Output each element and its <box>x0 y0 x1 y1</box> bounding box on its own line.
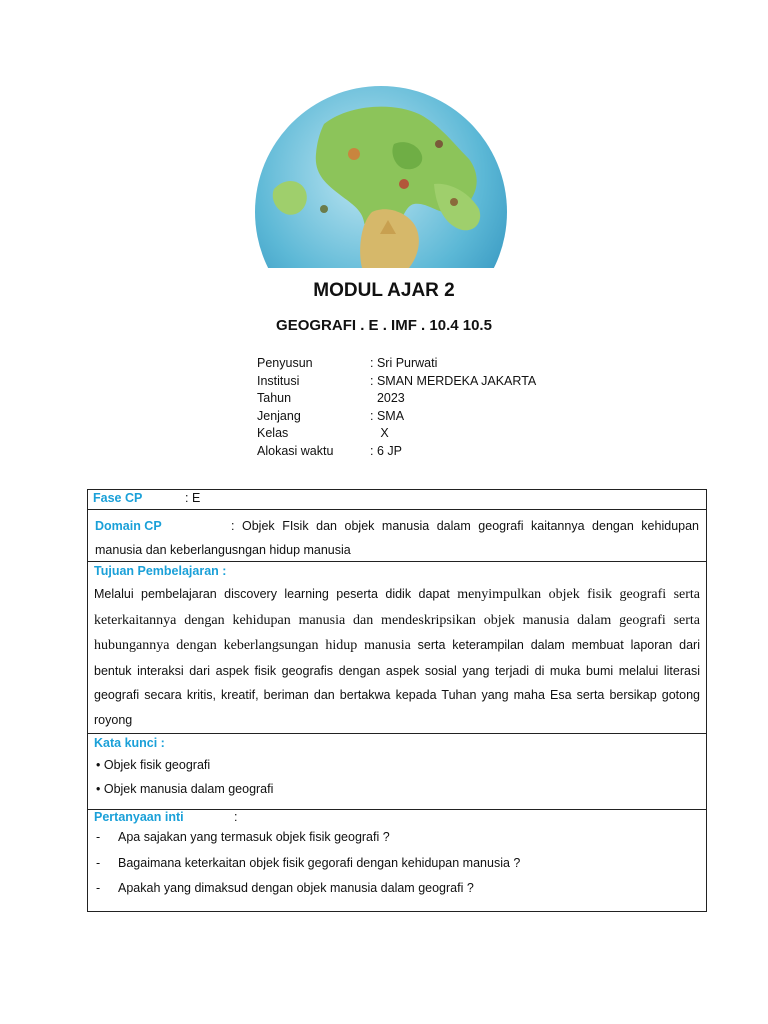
domain-cp-value: : Objek FIsik dan objek manusia dalam geografi kaitannya dengan kehidupan manusia dan keberlangusngan hidup manusia <box>95 519 699 557</box>
dash-bullet: - <box>96 855 101 870</box>
meta-row-jenjang <box>257 408 536 426</box>
meta-label: Jenjang <box>257 408 301 423</box>
domain-cp-row <box>88 510 706 562</box>
meta-row-penyusun <box>257 355 536 373</box>
question-text: Apakah yang dimaksud dengan objek manusia dalam geografi ? <box>118 881 474 895</box>
page-subtitle: GEOGRAFI . E . IMF . 10.4 10.5 <box>276 317 492 334</box>
list-item <box>94 851 700 877</box>
tujuan-text-part2: menyimpulkan objek fisik geografi serta keterkaitannya dengan kehidupan manusia dan mendeskripsikan objek manusia dalam geografi serta hubungannya dengan keberlangsungan hidup manusia <box>94 587 700 653</box>
fase-cp-label: Fase CP <box>93 491 143 505</box>
globe-illustration <box>254 84 508 268</box>
list-item <box>94 825 700 851</box>
page-title: MODUL AJAR 2 <box>313 280 455 301</box>
domain-cp-label: Domain CP <box>95 519 162 533</box>
meta-label: Institusi <box>257 373 300 388</box>
meta-label: Tahun <box>257 391 292 406</box>
question-text: Apa sajakan yang termasuk objek fisik geografi ? <box>118 830 390 844</box>
kata-kunci-row <box>88 734 706 810</box>
meta-list <box>257 355 536 461</box>
dash-bullet: - <box>96 830 101 844</box>
fase-cp-value: : E <box>185 491 201 505</box>
kata-kunci-label: Kata kunci : <box>94 736 165 750</box>
meta-value: : Sri Purwati <box>370 356 438 370</box>
meta-value: 2023 <box>370 391 405 406</box>
tujuan-row <box>88 562 706 734</box>
meta-row-alokasi <box>257 443 536 461</box>
pertanyaan-colon: : <box>234 810 238 824</box>
list-item: • Objek manusia dalam geografi <box>96 782 274 796</box>
meta-row-kelas <box>257 425 536 443</box>
tujuan-text <box>94 582 700 732</box>
pertanyaan-row <box>88 810 706 911</box>
meta-label: Alokasi waktu <box>257 443 334 458</box>
meta-value: X <box>370 426 389 441</box>
pertanyaan-label: Pertanyaan inti <box>94 810 184 824</box>
dash-bullet: - <box>96 881 101 895</box>
tujuan-text-part1: Melalui pembelajaran discovery learning peserta didik dapat <box>94 587 458 601</box>
tujuan-text-part3: serta keterampilan dalam membuat laporan dari bentuk interaksi dari aspek fisik geografis dengan aspek sosial yang terjadi di muka bumi melalui literasi geografi secara kritis, kreatif, beriman dan bertakwa kepada Tuhan yang maha Esa serta bersikap gotong royong <box>94 638 700 727</box>
list-item: • Objek fisik geografi <box>96 758 211 772</box>
meta-value: : SMAN MERDEKA JAKARTA <box>370 373 537 388</box>
meta-value: : 6 JP <box>370 443 402 458</box>
fase-cp-row <box>88 490 706 510</box>
tujuan-label: Tujuan Pembelajaran : <box>94 564 227 578</box>
info-table <box>87 489 707 912</box>
list-item <box>94 876 700 902</box>
meta-row-tahun <box>257 390 536 408</box>
question-text: Bagaimana keterkaitan objek fisik gegorafi dengan kehidupan manusia ? <box>118 855 521 870</box>
meta-label: Penyusun <box>257 356 313 370</box>
meta-row-institusi <box>257 373 536 391</box>
meta-label: Kelas <box>257 426 289 441</box>
meta-value: : SMA <box>370 408 405 423</box>
